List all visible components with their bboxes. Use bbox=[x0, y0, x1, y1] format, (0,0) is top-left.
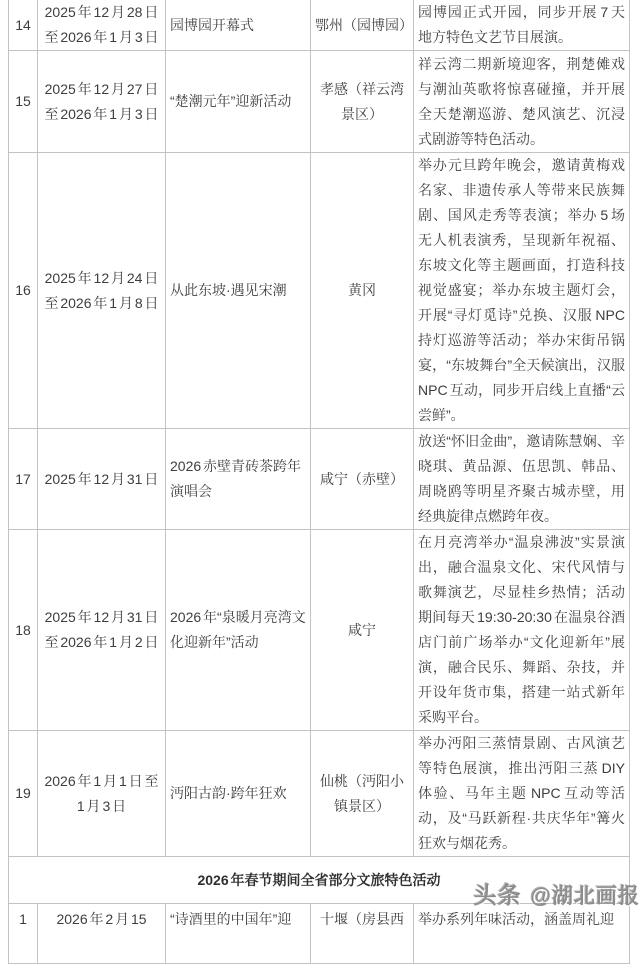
cell-date: 2026 年 1 月 1 日 至 1 月 3 日 bbox=[38, 731, 166, 857]
cell-activity: 从此东坡·遇见宋潮 bbox=[166, 153, 311, 429]
cell-description: 在月亮湾举办“温泉沸波”实景演出，融合温泉文化、宋代风情与歌舞演艺，尽显桂乡热情；活动期间每天 19:30-20:30 在温泉谷酒店门前广场举办“文化迎新年”展演，融合民乐、舞蹈、杂技，并开设年货市集，搭建一站式新年采购平台。 bbox=[414, 530, 630, 731]
cell-location: 黄冈 bbox=[311, 153, 414, 429]
cell-description: 举办沔阳三蒸情景剧、古风演艺等特色展演，推出沔阳三蒸 DIY 体验、马年主题 NPC 互动等活动，及“马跃新程·共庆华年”篝火狂欢与烟花秀。 bbox=[414, 731, 630, 857]
watermark-handle: @湖北画报 bbox=[530, 885, 640, 908]
table-row-17 bbox=[9, 429, 630, 530]
cell-activity: “楚潮元年”迎新活动 bbox=[166, 51, 311, 153]
cell-activity: 2026 年“泉暖月亮湾文化迎新年”活动 bbox=[166, 530, 311, 731]
cell-description: 祥云湾二期新境迎客，荆楚傩戏与潮汕英歌将惊喜碰撞，并开展全天楚潮巡游、楚风演艺、沉浸式剧游等特色活动。 bbox=[414, 51, 630, 153]
cell-location: 咸宁（赤壁） bbox=[311, 429, 414, 530]
toutiao-logo-text: 头条 bbox=[473, 882, 522, 908]
cell-date: 2025 年 12 月 31 日至 2026 年 1 月 2 日 bbox=[38, 530, 166, 731]
cell-description: 举办系列年味活动，涵盖周礼迎 bbox=[414, 904, 630, 964]
watermark bbox=[446, 877, 640, 910]
cell-row-number: 14 bbox=[9, 0, 38, 51]
cell-row-number: 17 bbox=[9, 429, 38, 530]
cell-row-number: 16 bbox=[9, 153, 38, 429]
cell-date: 2025 年 12 月 31 日 bbox=[38, 429, 166, 530]
table-row-14 bbox=[9, 0, 630, 51]
cell-description: 放送“怀旧金曲”，邀请陈慧娴、辛晓琪、黄品源、伍思凯、韩品、周晓鸥等明星齐聚古城赤壁，用经典旋律点燃跨年夜。 bbox=[414, 429, 630, 530]
cell-row-number: 15 bbox=[9, 51, 38, 153]
table-row-1-clipped bbox=[9, 904, 630, 964]
table-row-19 bbox=[9, 731, 630, 857]
cell-location: 鄂州（园博园） bbox=[311, 0, 414, 51]
cell-description: 举办元旦跨年晚会，邀请黄梅戏名家、非遗传承人等带来民族舞剧、国风走秀等表演；举办 5 场无人机表演秀，呈现新年祝福、东坡文化等主题画面，打造科技视觉盛宴；举办东坡主题灯会，开展“寻灯觅诗”兑换、汉服 NPC 持灯巡游等活动；举办宋街吊锅宴，“东坡舞台”全天候演出，汉服 NPC 互动，同步开启线上直播“云尝鲜”。 bbox=[414, 153, 630, 429]
cell-row-number: 1 bbox=[9, 904, 38, 964]
cell-location: 孝感（祥云湾景区） bbox=[311, 51, 414, 153]
cell-date: 2025 年 12 月 27 日 至 2026 年 1 月 3 日 bbox=[38, 51, 166, 153]
table-row-16 bbox=[9, 153, 630, 429]
section-title: 2026 年春节期间全省部分文旅特色活动 bbox=[9, 857, 630, 904]
cell-description: 园博园正式开园，同步开展 7 天地方特色文艺节目展演。 bbox=[414, 0, 630, 51]
cell-date: 2025 年 12 月 28 日 至 2026 年 1 月 3 日 bbox=[38, 0, 166, 51]
cell-location: 十堰（房县西 bbox=[311, 904, 414, 964]
cell-activity: “诗酒里的中国年”迎 bbox=[166, 904, 311, 964]
cell-location: 咸宁 bbox=[311, 530, 414, 731]
cell-activity: 2026 赤壁青砖茶跨年演唱会 bbox=[166, 429, 311, 530]
table-row-15 bbox=[9, 51, 630, 153]
cell-location: 仙桃（沔阳小镇景区） bbox=[311, 731, 414, 857]
table-row-18 bbox=[9, 530, 630, 731]
cell-date: 2026 年 2 月 15 bbox=[38, 904, 166, 964]
cell-date: 2025 年 12 月 24 日至 2026 年 1 月 8 日 bbox=[38, 153, 166, 429]
cell-activity: 园博园开幕式 bbox=[166, 0, 311, 51]
events-table bbox=[8, 0, 630, 964]
cell-row-number: 18 bbox=[9, 530, 38, 731]
cell-activity: 沔阳古韵·跨年狂欢 bbox=[166, 731, 311, 857]
cell-row-number: 19 bbox=[9, 731, 38, 857]
